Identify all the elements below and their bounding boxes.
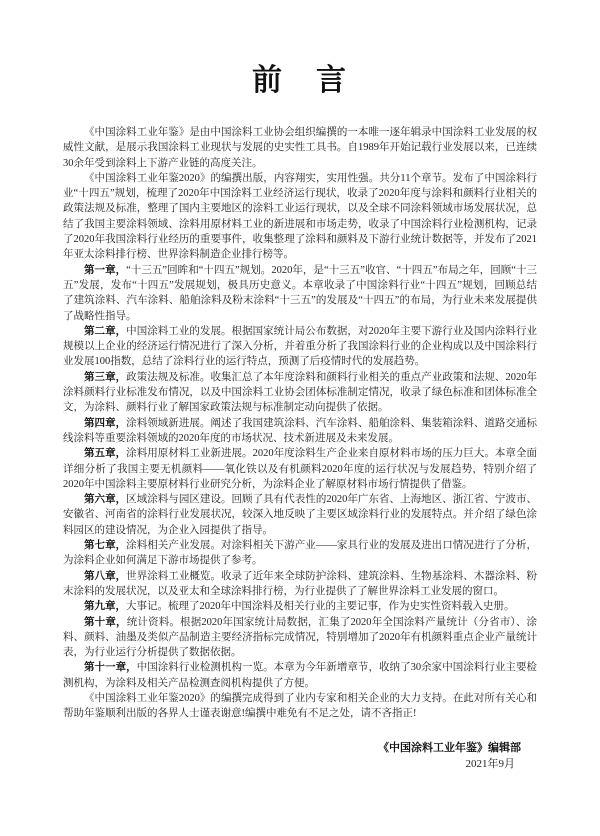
paragraph-text: 涂料相关产业发展。对涂料相关下游产业——家具行业的发展及进出口情况进行了分析，为涂料企业如何满足下游市场提供了参考。 bbox=[63, 540, 538, 567]
paragraph-chapter-5 bbox=[63, 446, 537, 492]
paragraph-chapter-8 bbox=[63, 569, 537, 600]
paragraph-chapter-10 bbox=[63, 615, 537, 661]
paragraph-text: 《中国涂料工业年鉴2020》的编撰完成得到了业内专家和相关企业的大力支持。在此对所有关心和帮助年鉴顺利出版的各界人士谨表谢意!编撰中难免有不足之处，请不吝指正! bbox=[63, 692, 537, 720]
paragraph-text: 政策法规及标准。收集汇总了本年度涂料和颜料行业相关的重点产业政策和法规、2020年涂料颜料行业标准发布情况，以及中国涂料工业协会团体标准制定情况，收录了绿色标准和团体标准全文，为涂料、颜料行业了解国家政策法规与标准制定动向提供了依据。 bbox=[63, 371, 538, 414]
chapter-lead: 第六章， bbox=[84, 493, 127, 506]
paragraph-text: 涂料领域新进展。阐述了我国建筑涂料、汽车涂料、船舶涂料、集装箱涂料、道路交通标线涂料等重要涂料领域的2020年度的市场状况、技术新进展及未来发展。 bbox=[63, 417, 538, 444]
paragraph-chapter-3 bbox=[63, 370, 537, 416]
chapter-lead: 第九章， bbox=[84, 600, 126, 613]
chapter-lead: 第十一章， bbox=[84, 661, 137, 674]
publication-date: 2021年9月 bbox=[465, 757, 515, 770]
signature-block bbox=[63, 740, 537, 772]
editorial-department: 《中国涂料工业年鉴》编辑部 bbox=[378, 741, 521, 754]
preface-body bbox=[63, 125, 537, 722]
paragraph-closing bbox=[63, 691, 537, 722]
chapter-lead: 第八章， bbox=[84, 569, 127, 582]
paragraph-chapter-6 bbox=[63, 492, 537, 538]
paragraph-text: 统计资料。根据2020年国家统计局数据，汇集了2020年全国涂料产量统计（分省市）、涂料、颜料、油墨及类似产品制造主要经济指标完成情况，特别增加了2020年有机颜料重点企业产量统计表，为行业运行分析提供了数据依据。 bbox=[63, 616, 538, 659]
paragraph-text: 大事记。梳理了2020年中国涂料及相关行业的主要记事，作为史实性资料载入史册。 bbox=[126, 601, 515, 613]
page-title: 前 言 bbox=[252, 64, 348, 97]
chapter-lead: 第七章， bbox=[84, 539, 127, 552]
paragraph-chapter-1 bbox=[63, 263, 537, 324]
paragraph-text: 中国涂料行业检测机构一览。本章为今年新增章节，收纳了30余家中国涂料行业主要检测机构，为涂料及相关产品检测查阅机构提供了方便。 bbox=[63, 662, 538, 689]
paragraph-intro bbox=[63, 125, 537, 171]
chapter-lead: 第二章， bbox=[84, 324, 127, 337]
chapter-lead: 第一章， bbox=[84, 263, 127, 276]
chapter-lead: 第五章， bbox=[84, 447, 127, 460]
paragraph-text: 世界涂料工业概览。收录了近年来全球防护涂料、建筑涂料、生物基涂料、木器涂料、粉末涂料的发展状况，以及亚太和全球涂料排行榜，为行业提供了了解世界涂料工业发展的窗口。 bbox=[63, 570, 538, 597]
paragraph-overview bbox=[63, 171, 537, 263]
paragraph-chapter-7 bbox=[63, 538, 537, 569]
paragraph-text: 区域涂料与园区建设。回顾了具有代表性的2020年广东省、上海地区、浙江省、宁波市、安徽省、河南省的涂料行业发展状况，较深入地反映了主要区域涂料行业的发展特点。并介绍了绿色涂料园区的建设情况，为企业入园提供了指导。 bbox=[63, 494, 538, 536]
paragraph-text: 《中国涂料工业年鉴2020》的编撰出版，内容翔实，实用性强。共分11个章节。发布了中国涂料行业“十四五”规划，梳理了2020年中国涂料工业经济运行现状，收录了2020年度与涂料和颜料行业相关的政策法规及标准，整理了国内主要地区的涂料工业运行现状，以及全球不同涂料领域市场发展状况，总结了我国主要涂料领域、涂料用原材料工业的新进展和市场走势，收录了中国涂料行业检测机构，记录了2020年我国涂料行业经历的重要事件，收集整理了涂料和颜料及下游行业统计数据等，并发布了2021年亚太涂料排行榜、世界涂料制造企业排行榜等。 bbox=[63, 172, 537, 261]
chapter-lead: 第四章， bbox=[84, 416, 127, 429]
paragraph-chapter-11 bbox=[63, 660, 537, 691]
paragraph-text: 《中国涂料工业年鉴》是由中国涂料工业协会组织编撰的一本唯一逐年辑录中国涂料工业发展的权威性文献，是展示我国涂料工业现状与发展的史实性工具书。自1989年开始记载行业发展以来，已连续30余年受到涂料上下游产业链的高度关注。 bbox=[63, 127, 537, 169]
paragraph-chapter-4 bbox=[63, 416, 537, 447]
paragraph-chapter-9 bbox=[63, 599, 537, 614]
paragraph-text: “十三五”回眸和“十四五”规划。2020年，是“十三五”收官、“十四五”布局之年，回顾“十三五”发展，发布“十四五”发展规划，极具历史意义。本章收录了中国涂料行业“十四五”规划，回顾总结了建筑涂料、汽车涂料、船舶涂料及粉末涂料“十三五”的发展及“十四五”的布局，为行业未来发展提供了战略性指导。 bbox=[63, 264, 537, 322]
paragraph-text: 涂料用原材料工业新进展。2020年度涂料生产企业来自原材料市场的压力巨大。本章全面详细分析了我国主要无机颜料——氧化铁以及有机颜料2020年度的运行状况与发展趋势，特别介绍了2020年中国涂料主要原材料行业研究分析，为涂料企业了解原材料市场行情提供了借鉴。 bbox=[63, 448, 538, 490]
chapter-lead: 第十章， bbox=[84, 615, 127, 628]
chapter-lead: 第三章， bbox=[84, 370, 127, 383]
paragraph-chapter-2 bbox=[63, 324, 537, 370]
paragraph-text: 中国涂料工业的发展。根据国家统计局公布数据，对2020年主要下游行业及国内涂料行业规模以上企业的经济运行情况进行了深入分析，并着重分析了我国涂料行业的企业构成以及中国涂料行业发展100指数，总结了涂料行业的运行特点，预测了后疫情时代的发展趋势。 bbox=[63, 325, 538, 368]
